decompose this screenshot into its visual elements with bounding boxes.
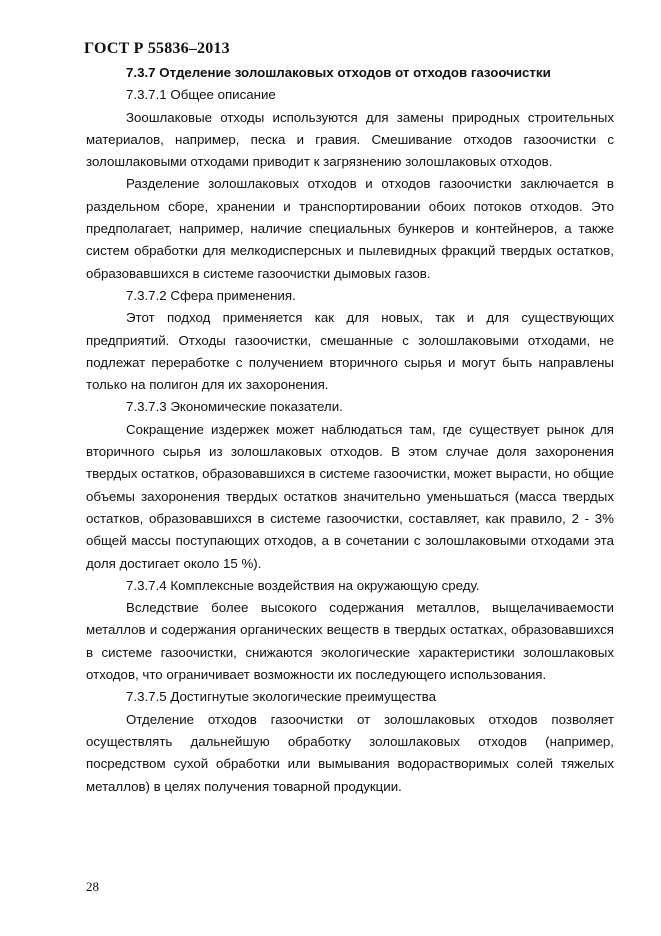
paragraph-cross-media-effects: Вследствие более высокого содержания металлов, выщелачиваемости металлов и содержания органических веществ в твердых остатках, образовавшихся в системе газоочистки, снижаются экологические характеристики золошлаковых отходов, что ограничивает возможности их последующего использования. bbox=[86, 600, 614, 683]
paragraph-economics: Сокращение издержек может наблюдаться там, где существует рынок для вторичного сырья из золошлаковых отходов. В этом случае доля захоронения твердых остатков, образовавшихся в системе газоочистки, может вырасти, но общие объемы захоронения твердых остатков значительно уменьшаться (масса твердых остатков, образовавшихся в системе газоочистки, составляет, как правило, 2 - 3% общей массы поступающих отходов, а в сочетании с золошлаковыми отходами эта доля достигает около 15 %). bbox=[86, 421, 614, 571]
subsection-heading-scope: 7.3.7.2 Сфера применения. bbox=[126, 287, 296, 303]
subsection-heading-general-description: 7.3.7.1 Общее описание bbox=[126, 87, 276, 103]
subsection-heading-environmental-benefits: 7.3.7.5 Достигнутые экологические преимущества bbox=[126, 689, 436, 705]
paragraph-general-description-1: Зоошлаковые отходы используются для замены природных строительных материалов, например, песка и гравия. Смешивание отходов газоочистки с золошлаковыми отходами приводит к загрязнению золошлаковых отходов. bbox=[86, 109, 614, 170]
document-code-header: ГОСТ Р 55836–2013 bbox=[84, 40, 230, 57]
paragraph-scope: Этот подход применяется как для новых, так и для существующих предприятий. Отходы газоочистки, смешанные с золошлаковыми отходами, не подлежат переработке с получением вторичного сырья и могут быть направлены только на полигон для их захоронения. bbox=[86, 310, 614, 393]
document-body bbox=[86, 62, 614, 798]
page-number: 28 bbox=[86, 879, 99, 894]
section-heading: 7.3.7 Отделение золошлаковых отходов от отходов газоочистки bbox=[126, 65, 551, 80]
subsection-heading-cross-media-effects: 7.3.7.4 Комплексные воздействия на окружающую среду. bbox=[126, 577, 480, 593]
paragraph-environmental-benefits: Отделение отходов газоочистки от золошлаковых отходов позволяет осуществлять дальнейшую обработку золошлаковых отходов (например, посредством сухой обработки или вымывания водорастворимых солей тяжелых металлов) в целях получения товарной продукции. bbox=[86, 711, 614, 794]
subsection-heading-economics: 7.3.7.3 Экономические показатели. bbox=[126, 399, 343, 415]
paragraph-general-description-2: Разделение золошлаковых отходов и отходов газоочистки заключается в раздельном сборе, хранении и транспортировании обоих потоков отходов. Это предполагает, например, наличие специальных бункеров и контейнеров, а также систем обработки для мелкодисперсных и пылевидных фракций твердых остатков, образовавшихся в системе газоочистки дымовых газов. bbox=[86, 176, 614, 281]
